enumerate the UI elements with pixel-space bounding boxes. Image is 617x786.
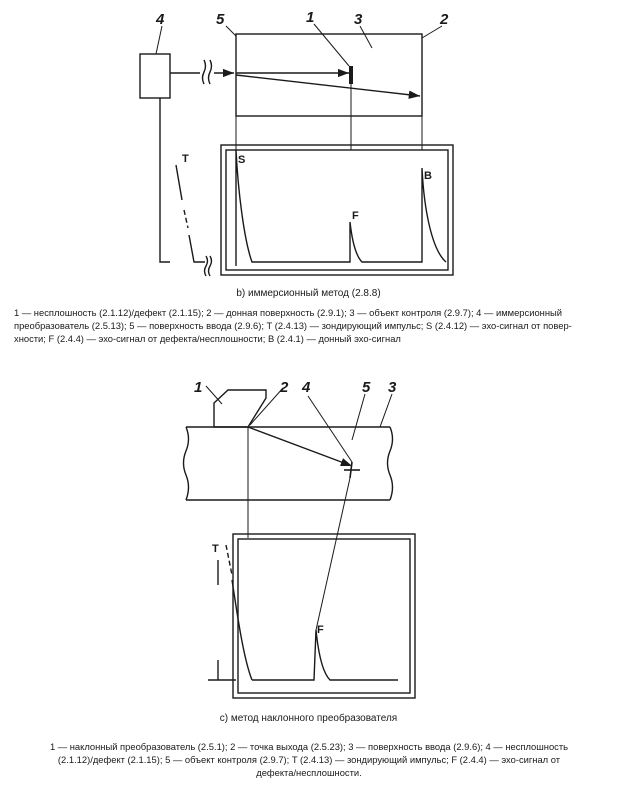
signal-b-F: F	[352, 210, 359, 222]
pulse-c-dashed	[226, 545, 232, 575]
label-b-3: 3	[354, 11, 363, 28]
leader-3	[360, 26, 372, 48]
transducer-cable	[160, 98, 170, 262]
flaw-c-vertical	[350, 462, 352, 478]
test-object	[236, 34, 422, 116]
leader-4	[156, 26, 162, 54]
break-mark-upper-1	[203, 60, 206, 84]
signal-c-F: F	[317, 624, 324, 636]
break-mark-upper-2	[209, 60, 212, 84]
legend-b-line-1: 1 — несплошность (2.1.12)/дефект (2.1.15); 2 — донная поверхность (2.9.1); 3 — объект контроля (2.9.7); 4 — иммерсионный	[14, 307, 562, 318]
pulse-trace-lower	[189, 235, 205, 262]
label-b-4: 4	[156, 11, 165, 28]
object-left-break	[184, 427, 189, 500]
label-b-5: 5	[216, 11, 225, 28]
label-b-1: 1	[306, 9, 315, 26]
legend-c-line-1: 1 — наклонный преобразователь (2.5.1); 2 — точка выхода (2.5.23); 3 — поверхность ввода (2.9.6); 4 — несплошность	[49, 741, 569, 752]
legend-b-line-2: преобразователь (2.5.13); 5 — поверхность ввода (2.9.6); T (2.4.13) — зондирующий импульс; S (2.4.12) — эхо-сигнал от повер-	[14, 320, 572, 331]
legend-b-line-3: хности; F (2.4.4) — эхо-сигнал от дефекта/несплошности; B (2.4.1) — донный эхо-сигнал	[14, 333, 401, 344]
pulse-trace-dashed	[184, 210, 188, 228]
signal-b-S: S	[238, 154, 246, 166]
pulse-c-curve	[232, 580, 252, 680]
object-right-break	[388, 427, 393, 500]
leader-5	[226, 26, 236, 36]
echo-trace-c	[252, 630, 398, 680]
projection-line-flaw-c	[316, 478, 350, 630]
beam-to-flaw-c	[248, 427, 352, 466]
screen-inner-frame	[226, 150, 448, 270]
break-mark-lower-1	[205, 256, 208, 276]
caption-c: c) метод наклонного преобразователя	[219, 713, 398, 724]
legend-c-line-3: дефекта/несплошности.	[256, 767, 362, 778]
label-c-3: 3	[388, 379, 397, 396]
screen-outer-frame	[221, 145, 453, 275]
immersion-transducer	[140, 54, 170, 98]
figure-c	[184, 386, 416, 698]
legend-c	[14, 740, 604, 779]
signal-b-B: B	[424, 170, 432, 182]
label-c-5: 5	[362, 379, 371, 396]
leader-1	[314, 24, 349, 66]
break-mark-lower-2	[209, 256, 212, 276]
label-c-4: 4	[302, 379, 311, 396]
beam-to-backwall	[236, 75, 420, 96]
label-c-2: 2	[280, 379, 289, 396]
angle-probe	[214, 390, 266, 427]
label-c-1: 1	[194, 379, 203, 396]
screen-c-outer-frame	[233, 534, 415, 698]
signal-c-T: T	[212, 543, 219, 555]
signal-b-T: T	[182, 153, 189, 165]
leader-2	[422, 26, 442, 38]
figure-b	[140, 24, 453, 276]
pulse-trace-upper	[176, 165, 182, 200]
label-b-2: 2	[440, 11, 449, 28]
legend-b	[14, 306, 604, 345]
leader-c-3	[380, 394, 392, 427]
leader-c-1	[206, 386, 222, 404]
legend-c-line-2: (2.1.12)/дефект (2.1.15); 5 — объект контроля (2.9.7); T (2.4.13) — зондирующий импульс; F (2.4.4) — эхо-сигнал от	[57, 754, 561, 765]
echo-trace-b	[236, 150, 446, 266]
leader-c-5	[352, 394, 365, 440]
caption-b: b) иммерсионный метод (2.8.8)	[236, 288, 381, 299]
figure-c-labels	[194, 379, 397, 636]
